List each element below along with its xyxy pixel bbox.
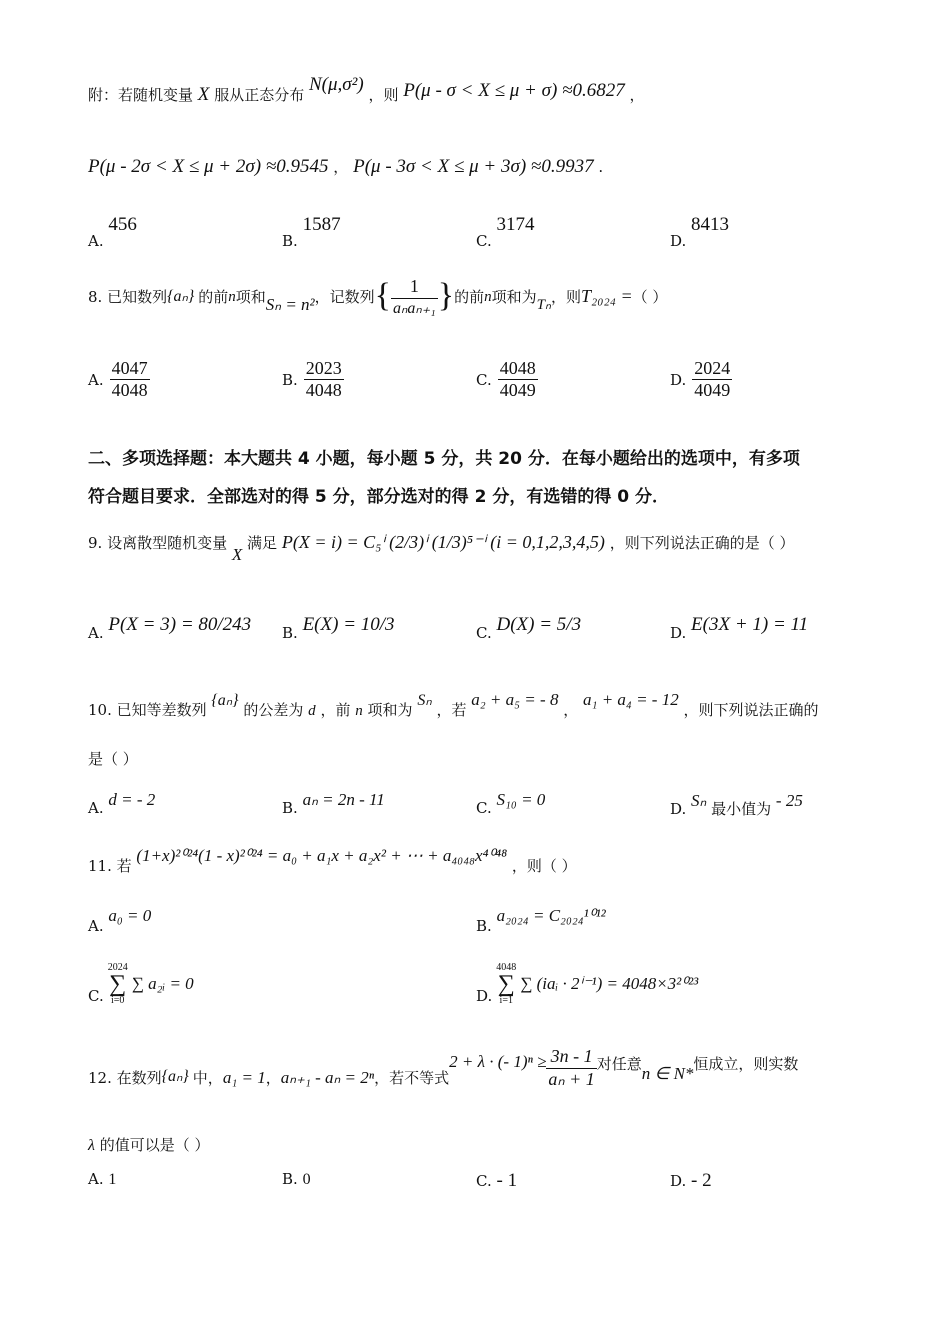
note-var: X	[197, 84, 210, 105]
sum-icon: ∑	[109, 971, 127, 997]
fraction-denominator: aₙaₙ₊₁	[392, 299, 436, 317]
q11-option-a[interactable]	[88, 906, 152, 935]
option-letter: A.	[88, 624, 104, 642]
q11-option-c[interactable]	[88, 962, 194, 1006]
option-letter: D.	[476, 987, 493, 1005]
q12-number: 12. 在数列	[88, 1069, 162, 1088]
q8-stem	[88, 276, 667, 318]
option-letter: A.	[88, 799, 104, 817]
q8-number: 8. 已知数列	[88, 287, 168, 306]
note-end: .	[598, 158, 604, 176]
note-p3: P(μ - 3σ < X ≤ μ + 3σ) ≈0.9937	[353, 156, 594, 177]
option-text: 最小值为	[711, 800, 772, 818]
sum-upper: 4048	[496, 962, 517, 973]
note-comma-2: ，	[333, 158, 349, 176]
q12-domain: n ∈ N*	[641, 1063, 694, 1083]
note-comma: ，	[629, 86, 645, 104]
q8-seq: {aₙ}	[167, 288, 195, 306]
q12-stem	[88, 1046, 798, 1090]
option-letter: A.	[88, 917, 104, 935]
option-fraction	[692, 358, 732, 401]
option-value: 3174	[496, 214, 535, 235]
q9-option-d[interactable]	[670, 614, 809, 642]
note-intro: 附：若随机变量	[88, 86, 194, 104]
q11-option-b[interactable]	[476, 906, 606, 935]
q8-option-b[interactable]	[282, 358, 344, 401]
q12-text: 中，	[192, 1069, 223, 1088]
option-value: - 1	[496, 1170, 518, 1191]
q12-fraction	[546, 1046, 596, 1090]
option-value: ∑ (iaᵢ · 2ⁱ⁻¹) = 4048×3²⁰²³	[520, 974, 699, 993]
sum-limits	[496, 962, 516, 1006]
q10-sn: Sₙ	[417, 692, 432, 709]
option-value: d = - 2	[108, 790, 156, 809]
fraction-numerator: 2024	[694, 358, 731, 378]
sum-lower: i=1	[499, 995, 513, 1006]
q12-comma: ，	[265, 1069, 281, 1088]
q10-option-a[interactable]	[88, 790, 156, 817]
q10-text: 的公差为	[243, 701, 304, 719]
q8-brace-right: }	[437, 277, 455, 315]
q10-option-b[interactable]	[282, 790, 385, 817]
option-value: a₂₀₂₄ = C₂₀₂₄¹⁰¹²	[496, 906, 606, 925]
q10-d: d	[308, 703, 316, 719]
option-letter: D.	[670, 370, 687, 389]
note-then: ，则	[368, 86, 399, 104]
option-value: - 2	[691, 1170, 712, 1191]
q12-text: 恒成立，则实数	[693, 1055, 799, 1074]
q10-seq: {aₙ}	[211, 692, 239, 709]
q9-text: ，则下列说法正确的是（ ）	[609, 534, 795, 552]
option-letter: B.	[282, 370, 298, 389]
q12-lambda: λ	[88, 1137, 95, 1154]
q10-text: ，若	[436, 701, 467, 719]
option-value: D(X) = 5/3	[496, 614, 582, 635]
option-value: E(X) = 10/3	[302, 614, 395, 635]
note-p2: P(μ - 2σ < X ≤ μ + 2σ) ≈0.9545	[88, 156, 329, 177]
option-value: 8413	[691, 214, 730, 235]
option-fraction	[304, 358, 344, 401]
q11-text: ，则（ ）	[511, 857, 577, 875]
option-value: 1	[108, 1171, 117, 1188]
note-dist: N(μ,σ²)	[308, 74, 364, 95]
fraction-numerator: 3n - 1	[546, 1046, 596, 1069]
q9-number: 9. 设离散型随机变量	[88, 534, 228, 552]
q12-stem-line-2	[88, 1136, 210, 1155]
q10-stem-line-2: 是（ ）	[88, 750, 138, 768]
fraction-numerator: 1	[391, 276, 438, 299]
option-value: aₙ = 2n - 11	[302, 790, 385, 809]
option-letter: A.	[88, 1170, 104, 1188]
q10-text: ，则下列说法正确的	[683, 701, 819, 719]
q8-t2024: T₂₀₂₄ =	[580, 286, 633, 307]
option-letter: A.	[88, 370, 104, 389]
option-value: E(3X + 1) = 11	[691, 614, 809, 635]
q12-cond-1: a₁ = 1	[222, 1067, 266, 1087]
q10-number: 10. 已知等差数列	[88, 701, 207, 719]
note-line-1	[88, 74, 645, 107]
option-letter: D.	[670, 624, 687, 642]
option-letter: C.	[476, 232, 492, 250]
sum-icon: ∑	[497, 971, 515, 997]
q10-cond-1: a₂ + a₅ = - 8	[471, 690, 559, 709]
q7-option-b[interactable]	[282, 214, 341, 250]
option-fraction	[498, 358, 538, 401]
option-value: 456	[108, 214, 137, 235]
option-value: S₁₀ = 0	[496, 790, 546, 809]
q7-option-c[interactable]	[476, 214, 535, 250]
q9-var: X	[231, 545, 243, 564]
q8-text: 的前	[454, 287, 485, 306]
q10-stem	[88, 690, 819, 719]
option-value: 1587	[302, 214, 341, 235]
q7-option-d[interactable]	[670, 214, 730, 250]
note-p1: P(μ - σ < X ≤ μ + σ) ≈0.6827	[403, 80, 625, 101]
q8-text: 的前	[198, 287, 229, 306]
option-letter: B.	[282, 1170, 298, 1188]
q10-option-d[interactable]	[670, 790, 803, 818]
sum-lower: i=0	[111, 995, 125, 1006]
q12-text: 的值可以是（ ）	[99, 1136, 210, 1154]
option-letter: C.	[476, 370, 492, 389]
q9-stem	[88, 532, 795, 564]
q12-option-c[interactable]	[476, 1170, 517, 1192]
section-heading-line-2: 符合题目要求．全部选对的得 5 分，部分选对的得 2 分，有选错的得 0 分．	[88, 487, 669, 507]
q8-n: n	[228, 288, 236, 305]
section-heading-line-1: 二、多项选择题：本大题共 4 小题，每小题 5 分，共 20 分．在每小题给出的选项中，有多项	[88, 449, 800, 469]
fraction-numerator: 4048	[499, 358, 536, 378]
q8-sn: Sₙ = n²	[265, 294, 315, 314]
option-value: ∑ a₂ᵢ = 0	[131, 974, 194, 993]
fraction-denominator: 4048	[305, 380, 342, 400]
option-letter: B.	[282, 232, 298, 250]
q8-option-d[interactable]	[670, 358, 732, 401]
option-letter: D.	[670, 232, 687, 250]
q10-n: n	[355, 703, 363, 719]
q11-stem	[88, 846, 577, 875]
q9-option-a[interactable]	[88, 614, 252, 642]
q8-brace-left: {	[374, 277, 391, 315]
fraction-denominator: 4048	[111, 380, 148, 400]
q8-text: 项和为	[491, 287, 537, 306]
note-line-2	[88, 156, 603, 179]
q10-comma: ，	[563, 701, 579, 719]
q11-number: 11. 若	[88, 857, 132, 875]
q11-option-d[interactable]	[476, 962, 698, 1006]
q10-text: 项和为	[367, 701, 413, 719]
q8-text: ，则	[550, 287, 581, 306]
q10-cond-2: a₁ + a₄ = - 12	[583, 690, 679, 709]
q12-option-b[interactable]	[282, 1170, 311, 1189]
q8-fraction	[391, 276, 438, 318]
option-fraction	[110, 358, 150, 401]
q8-option-c[interactable]	[476, 358, 538, 401]
option-letter: D.	[670, 800, 687, 818]
option-letter: B.	[282, 624, 298, 642]
q9-option-b[interactable]	[282, 614, 395, 642]
q12-inequality: 2 + λ · (- 1)ⁿ ≥	[449, 1051, 547, 1071]
q9-option-c[interactable]	[476, 614, 582, 642]
q8-text: 项和	[235, 287, 266, 306]
option-letter: C.	[476, 624, 492, 642]
q12-seq: {aₙ}	[161, 1067, 189, 1085]
sum-limits	[108, 962, 128, 1006]
fraction-denominator: aₙ + 1	[548, 1068, 595, 1089]
option-value: 0	[302, 1171, 311, 1188]
option-value: a₀ = 0	[108, 906, 152, 925]
option-letter: C.	[476, 799, 492, 817]
fraction-denominator: 4049	[499, 380, 536, 400]
option-letter: B.	[282, 799, 298, 817]
fraction-numerator: 2023	[305, 358, 342, 378]
option-value: Sₙ	[691, 791, 707, 810]
q9-text: 满足	[247, 534, 278, 552]
q12-text: 对任意	[596, 1055, 642, 1074]
q8-n: n	[484, 288, 492, 305]
q12-cond-2: aₙ₊₁ - aₙ = 2ⁿ	[280, 1067, 375, 1087]
fraction-numerator: 4047	[111, 358, 148, 378]
fraction-denominator: 4049	[694, 380, 731, 400]
q8-paren: （ ）	[632, 287, 668, 306]
option-letter: B.	[476, 917, 492, 935]
sum-upper: 2024	[107, 962, 128, 973]
q8-text: ，记数列	[314, 287, 375, 306]
q8-option-a[interactable]	[88, 358, 150, 401]
q12-option-a[interactable]	[88, 1170, 116, 1189]
q9-formula: P(X = i) = C₅ⁱ (2/3)ⁱ (1/3)⁵⁻ⁱ (i = 0,1,2,3,4,5)	[281, 532, 605, 552]
option-letter: D.	[670, 1172, 687, 1190]
option-letter: A.	[88, 232, 104, 250]
q12-option-d[interactable]	[670, 1170, 712, 1192]
note-follow: 服从正态分布	[214, 86, 305, 104]
q12-text: ，若不等式	[374, 1069, 450, 1088]
q7-option-a[interactable]	[88, 214, 137, 250]
q10-option-c[interactable]	[476, 790, 546, 817]
option-value: - 25	[775, 791, 803, 810]
option-letter: C.	[476, 1172, 492, 1190]
q11-formula: (1+x)²⁰²⁴(1 - x)²⁰²⁴ = a₀ + a₁x + a₂x² + ⋯ + a₄₀₄₈x⁴⁰⁴⁸	[136, 846, 508, 865]
q8-tn: Tₙ	[536, 296, 551, 313]
q10-text: ，前	[320, 701, 351, 719]
option-letter: C.	[88, 987, 104, 1005]
option-value: P(X = 3) = 80/243	[108, 614, 252, 635]
